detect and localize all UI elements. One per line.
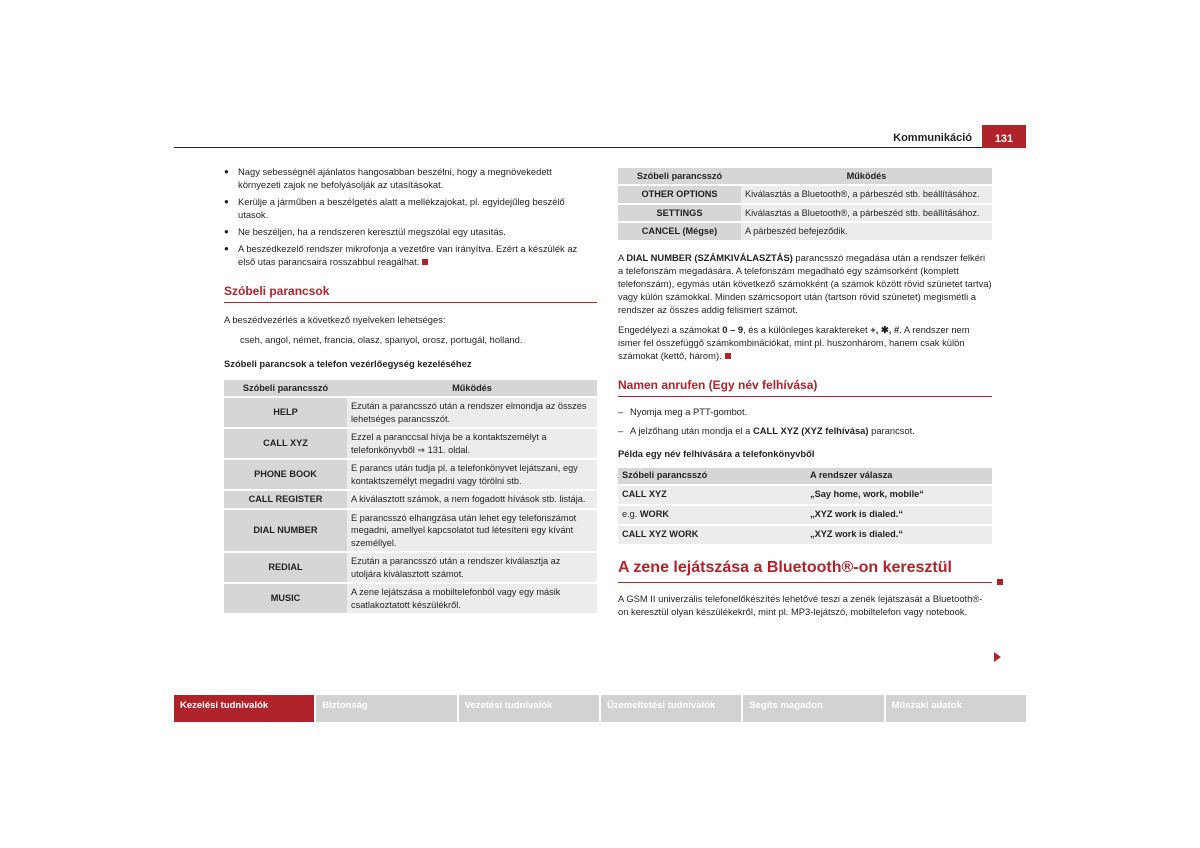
command-cell: CALL XYZ [224,429,347,458]
steps-list [618,405,992,437]
chapter-heading: A zene lejátszása a Bluetooth®-on keresztül [618,558,992,583]
list-item: ● Kerülje a járműben a beszélgetés alatt a mellékzajokat, pl. egyidejűleg beszélő utasok. [224,196,565,220]
command-cell: DIAL NUMBER [224,510,347,552]
table-row [618,486,992,504]
bottom-navigation [174,695,1026,722]
end-mark-icon [997,579,1003,585]
bullet-icon: ● [224,167,229,176]
table-header-row [618,168,992,184]
header-rule [174,147,982,148]
list-item: – Nyomja meg a PTT-gombot. [618,405,748,417]
description-cell: Ezzel a paranccsal hívja be a kontaktszemélyt a telefonkönyvből ⇒ 131. oldal. [347,429,597,458]
command-cell: CALL XYZ [618,486,806,504]
list-item: ● Nagy sebességnél ajánlatos hangosabban beszélni, hogy a megnövekedett környezeti zajok ne befolyásolják az utasításokat. [224,166,552,190]
table-row [224,398,597,427]
bullet-icon: ● [224,197,229,206]
column-header: Szóbeli parancsszó [618,468,806,484]
bullet-list [224,165,597,268]
command-cell: HELP [224,398,347,427]
description-cell: E parancs után tudja pl. a telefonkönyvet lejátszani, egy kontaktszemélyt megadni vagy törölni stb. [347,460,597,489]
table-row [618,526,992,544]
nav-tab-kezelesi-tudnivalok[interactable]: Kezelési tudnivalók [174,695,314,722]
column-header: Működés [741,168,992,184]
music-paragraph: A GSM II univerzális telefonelőkészítés lehetővé teszi a zenék lejátszását a Bluetooth®-on keresztül olyan készülékekről, mint pl. MP3-lejátszó, mobiltelefon vagy notebook. [618,592,983,617]
nav-tab-vezetesi-tudnivalok[interactable]: Vezetési tudnivalók [459,695,599,722]
command-cell: CANCEL (Mégse) [618,223,741,240]
command-cell: REDIAL [224,553,347,582]
nav-tab-segits-magadon[interactable]: Segíts magadon [743,695,883,722]
section-title: Kommunikáció [893,132,972,144]
end-mark-icon [725,353,731,359]
description-cell: Kiválasztás a Bluetooth®, a párbeszéd stb. beállításához. [741,205,992,222]
dash-icon: – [618,424,624,436]
table-row [224,429,597,458]
nav-tab-uzemeltetesi-tudnivalok[interactable]: Üzemeltetési tudnivalók [601,695,741,722]
nav-tab-biztonsag[interactable]: Biztonság [316,695,456,722]
bullet-icon: ● [224,244,229,253]
command-cell: CALL XYZ WORK [618,526,806,544]
table-row [224,584,597,613]
section-heading: Szóbeli parancsok [224,284,597,303]
table-row [618,506,992,524]
response-cell: „XYZ work is dialed.“ [806,506,992,524]
column-header: Szóbeli parancsszó [618,168,741,184]
commands-table [224,378,597,615]
right-column [618,166,992,618]
bullet-icon: ● [224,227,229,236]
command-cell: PHONE BOOK [224,460,347,489]
nav-tab-muszaki-adatok[interactable]: Műszaki adatok [886,695,1026,722]
example-table [618,466,992,546]
languages-text: cseh, angol, német, francia, olasz, spanyol, orosz, portugál, holland. [240,334,523,345]
intro-text: A beszédvezérlés a következő nyelveken lehetséges: [224,314,446,325]
page-number: 131 [982,125,1026,148]
allowed-characters-paragraph: Engedélyezi a számokat 0 – 9, és a különleges karaktereket +, ✱, #. A rendszer nem ismer fel összefüggő számkombinációkat, mint pl. huszonhárom, hanem csak külön számokat (kettő, három). [618,323,970,361]
description-cell: A kiválasztott számok, a nem fogadott hívások stb. listája. [347,491,597,508]
description-cell: A zene lejátszása a mobiltelefonból vagy egy másik csatlakoztatott készülékről. [347,584,597,613]
dial-number-paragraph: A DIAL NUMBER (SZÁMKIVÁLASZTÁS) parancsszó megadása után a rendszer felkéri a telefonszám megadására. A telefonszám megadható egy számsorként (komplett telefonszám), egymás után következő számokként (a számok között rövid szünetet tartva) vagy külön számokkal. Minden számcsoport után (tartson rövid szünetet) megismétli a rendszer az összes addig felismert számot. [618,251,992,315]
list-item: ● Ne beszéljen, ha a rendszeren keresztül megszólal egy utasítás. [224,226,506,237]
command-cell: SETTINGS [618,205,741,222]
description-cell: Ezután a parancsszó után a rendszer kiválasztja az utoljára kiválasztott számot. [347,553,597,582]
command-cell: CALL REGISTER [224,491,347,508]
table-row [224,553,597,582]
column-header: Működés [347,380,597,396]
continue-arrow-icon [994,652,1001,662]
column-header: A rendszer válasza [806,468,992,484]
dash-icon: – [618,405,624,417]
column-header: Szóbeli parancsszó [224,380,347,396]
response-cell: „XYZ work is dialed.“ [806,526,992,544]
command-cell: MUSIC [224,584,347,613]
command-cell: e.g. WORK [618,506,806,524]
description-cell: E parancsszó elhangzása után lehet egy telefonszámot megadni, amellyel kapcsolatot tud létesíteni egy kívánt személlyel. [347,510,597,552]
command-cell: OTHER OPTIONS [618,186,741,203]
left-column [224,165,597,615]
table-row [224,510,597,552]
table-row [618,223,992,240]
description-cell: Ezután a parancsszó után a rendszer elmondja az összes lehetséges parancsszót. [347,398,597,427]
table-row [618,205,992,222]
table-header-row [224,380,597,396]
commands-table-continued [618,166,992,242]
table-row [224,460,597,489]
end-mark-icon [422,259,428,265]
table-title: Szóbeli parancsok a telefon vezérlőegység kezeléséhez [224,358,472,369]
table-row [618,186,992,203]
section-heading: Namen anrufen (Egy név felhívása) [618,378,992,397]
description-cell: A párbeszéd befejeződik. [741,223,992,240]
table-header-row [618,468,992,484]
response-cell: „Say home, work, mobile“ [806,486,992,504]
table-row [224,491,597,508]
example-title: Példa egy név felhívására a telefonkönyvből [618,447,815,459]
list-item: – A jelzőhang után mondja el a CALL XYZ (XYZ felhívása) parancsot. [618,424,915,436]
description-cell: Kiválasztás a Bluetooth®, a párbeszéd stb. beállításához. [741,186,992,203]
list-item: ● A beszédkezelő rendszer mikrofonja a vezetőre van irányítva. Ezért a készülék az első utas parancsaira rosszabbul reagálhat. [224,243,578,267]
